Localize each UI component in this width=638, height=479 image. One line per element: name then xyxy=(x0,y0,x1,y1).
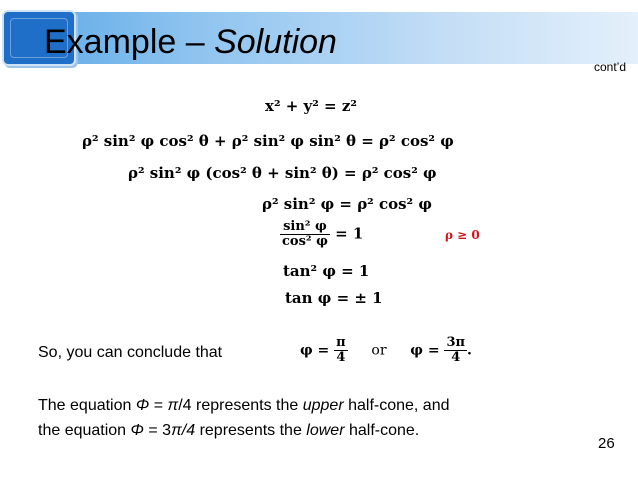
phi2-end: . xyxy=(467,342,472,359)
phi1-numerator: π xyxy=(336,335,346,350)
phi2-numerator: 3π xyxy=(446,335,466,350)
p1-phi: Φ xyxy=(135,397,150,414)
equation-line-2: ρ² sin² φ cos² θ + ρ² sin² φ sin² θ = ρ² cos² φ xyxy=(82,132,454,150)
equation-line-3: ρ² sin² φ (cos² θ + sin² θ) = ρ² cos² φ xyxy=(128,164,437,182)
fraction-denominator: cos² φ xyxy=(282,234,328,249)
phi2-denominator: 4 xyxy=(451,350,461,365)
p1-pi: π xyxy=(167,397,179,414)
phi2-fraction xyxy=(444,336,467,365)
slide-title xyxy=(44,22,337,62)
contd-label: cont’d xyxy=(593,60,626,74)
equation-line-4: ρ² sin² φ = ρ² cos² φ xyxy=(262,195,432,213)
paragraph-line-2 xyxy=(38,422,419,440)
p2-pi: π/4 xyxy=(171,422,196,439)
conclusion-formula xyxy=(300,336,472,365)
title-plain: Example – xyxy=(44,23,215,61)
phi1-lhs: φ = xyxy=(300,342,330,359)
p2-text-b: = 3 xyxy=(143,422,172,439)
fraction-numerator: sin² φ xyxy=(280,220,330,235)
p2-text-c: represents the xyxy=(195,422,307,439)
slide-number: 26 xyxy=(598,435,615,452)
equation-line-1: x² + y² = z² xyxy=(265,97,357,115)
title-italic: Solution xyxy=(214,23,337,61)
p2-text-d: half-cone. xyxy=(344,422,420,439)
equation-line-6: tan² φ = 1 xyxy=(283,262,370,280)
equation-line-5 xyxy=(280,220,363,249)
p1-text-d: half-cone, and xyxy=(343,397,450,414)
p1-text-b: = xyxy=(149,397,168,414)
rho-condition: ρ ≥ 0 xyxy=(445,228,480,242)
p2-text-a: the equation xyxy=(38,422,131,439)
fraction-rhs: = 1 xyxy=(335,224,364,243)
equation-fraction xyxy=(280,220,330,249)
p1-text-a: The equation xyxy=(38,397,136,414)
p1-text-c: /4 represents the xyxy=(178,397,303,414)
phi2-lhs: φ = xyxy=(410,342,440,359)
p2-lower: lower xyxy=(306,422,345,439)
p1-upper: upper xyxy=(302,397,344,414)
p2-phi: Φ xyxy=(130,422,144,439)
equation-line-7: tan φ = ± 1 xyxy=(285,289,383,307)
phi1-denominator: 4 xyxy=(336,350,346,365)
conclusion-lead: So, you can conclude that xyxy=(38,344,223,361)
or-label: or xyxy=(371,342,387,359)
paragraph-line-1 xyxy=(38,397,450,415)
phi1-fraction xyxy=(334,336,348,365)
